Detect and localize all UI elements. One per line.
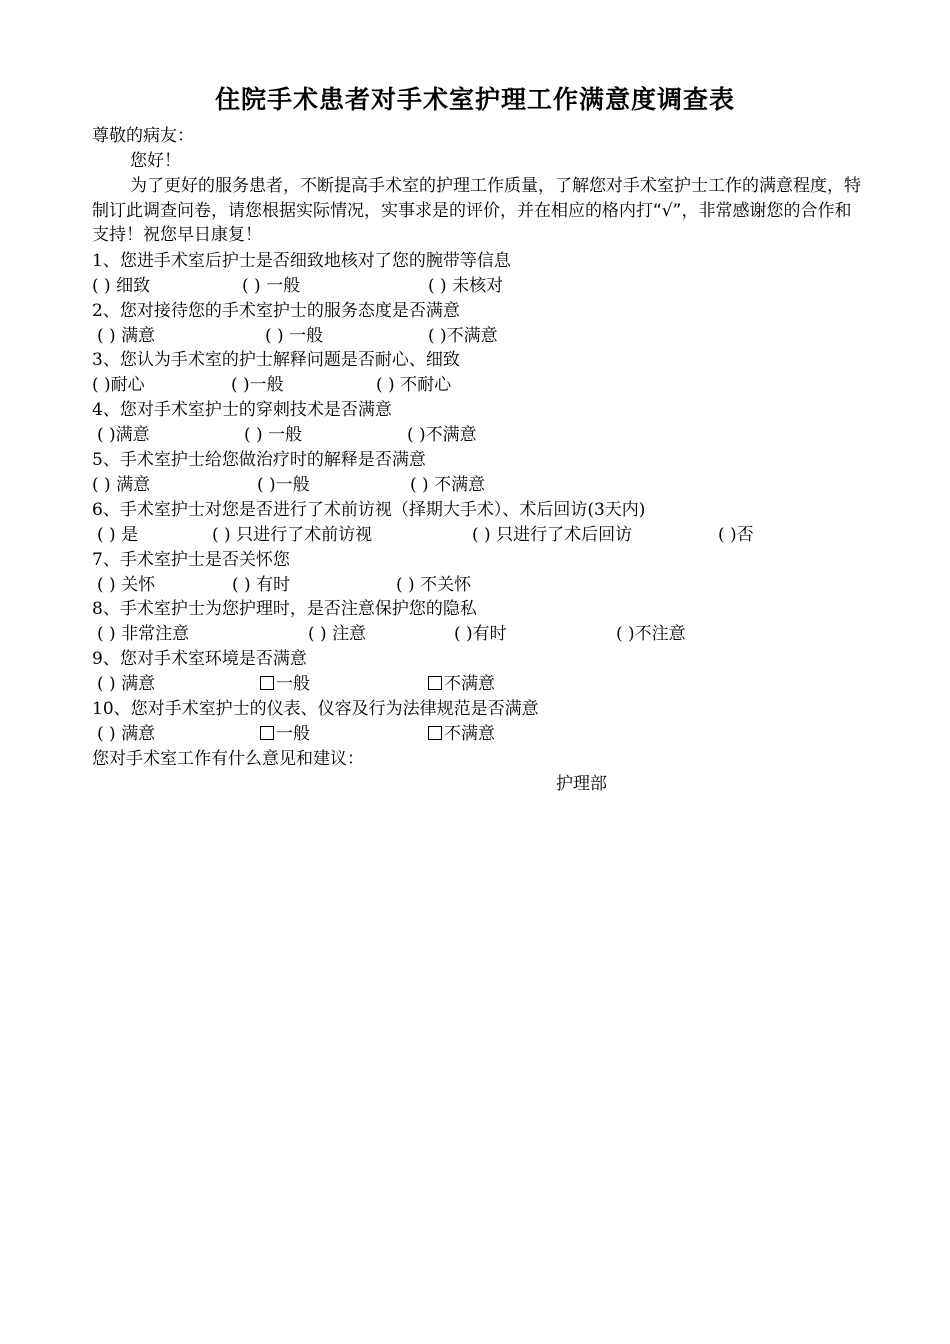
checkbox-icon[interactable] [428,726,442,740]
q5-option-3[interactable]: ( ) 不满意 [410,475,486,495]
q2-option-3[interactable]: ( )不满意 [428,326,498,346]
checkbox-icon[interactable] [260,676,274,690]
question-4: 4、您对手术室护士的穿刺技术是否满意 [92,400,392,420]
q8-option-4[interactable]: ( )不注意 [616,624,686,644]
checkbox-icon[interactable] [428,676,442,690]
question-7: 7、手术室护士是否关怀您 [92,550,290,570]
q4-option-2[interactable]: ( ) 一般 [244,425,303,445]
q6-option-2[interactable]: ( ) 只进行了术前访视 [212,525,373,545]
q10-option-1[interactable]: ( ) 满意 [97,724,156,744]
question-10: 10、您对手术室护士的仪表、仪容及行为法律规范是否满意 [92,699,539,719]
q1-option-3[interactable]: ( ) 未核对 [428,276,504,296]
q2-option-1[interactable]: ( ) 满意 [97,326,156,346]
q6-option-1[interactable]: ( ) 是 [97,525,139,545]
q7-option-1[interactable]: ( ) 关怀 [97,575,156,595]
q9-option-3[interactable]: 不满意 [428,672,495,696]
q1-option-1[interactable]: ( ) 细致 [92,276,151,296]
q6-option-3[interactable]: ( ) 只进行了术后回访 [472,525,633,545]
q4-option-1[interactable]: ( )满意 [97,425,150,445]
q9-option-2[interactable]: 一般 [260,672,310,696]
q1-option-2[interactable]: ( ) 一般 [242,276,301,296]
q3-option-2[interactable]: ( )一般 [231,375,284,395]
q5-option-1[interactable]: ( ) 满意 [92,475,151,495]
page-title: 住院手术患者对手术室护理工作满意度调查表 [214,85,735,114]
greeting: 尊敬的病友： [92,126,194,146]
q8-option-1[interactable]: ( ) 非常注意 [97,624,190,644]
q2-option-2[interactable]: ( ) 一般 [265,326,324,346]
q8-option-2[interactable]: ( ) 注意 [308,624,367,644]
question-8: 8、手术室护士为您护理时，是否注意保护您的隐私 [92,599,477,619]
checkbox-icon[interactable] [260,726,274,740]
q7-option-2[interactable]: ( ) 有时 [232,575,291,595]
q6-option-4[interactable]: ( )否 [718,525,754,545]
signature: 护理部 [556,774,607,794]
q9-option-1[interactable]: ( ) 满意 [97,674,156,694]
question-1: 1、您进手术室后护士是否细致地核对了您的腕带等信息 [92,251,511,271]
q3-option-3[interactable]: ( ) 不耐心 [376,375,452,395]
question-3: 3、您认为手术室的护士解释问题是否耐心、细致 [92,350,460,370]
question-2: 2、您对接待您的手术室护士的服务态度是否满意 [92,301,460,321]
question-5: 5、手术室护士给您做治疗时的解释是否满意 [92,450,426,470]
q10-option-3[interactable]: 不满意 [428,722,495,746]
q8-option-3[interactable]: ( )有时 [454,624,507,644]
intro-paragraph: 为了更好的服务患者，不断提高手术室的护理工作质量，了解您对手术室护士工作的满意程度，特制订此调查问卷，请您根据实际情况，实事求是的评价，并在相应的格内打“√”，非常感谢您的合作和支持！祝您早日康复！ [92,176,861,245]
q5-option-2[interactable]: ( )一般 [257,475,310,495]
suggestion-prompt: 您对手术室工作有什么意见和建议： [92,749,364,769]
q10-option-2[interactable]: 一般 [260,722,310,746]
q3-option-1[interactable]: ( )耐心 [92,375,145,395]
question-6: 6、手术室护士对您是否进行了术前访视（择期大手术）、术后回访(3天内) [92,500,646,520]
hello-text: 您好！ [130,151,181,171]
q7-option-3[interactable]: ( ) 不关怀 [396,575,472,595]
question-9: 9、您对手术室环境是否满意 [92,649,307,669]
q4-option-3[interactable]: ( )不满意 [407,425,477,445]
